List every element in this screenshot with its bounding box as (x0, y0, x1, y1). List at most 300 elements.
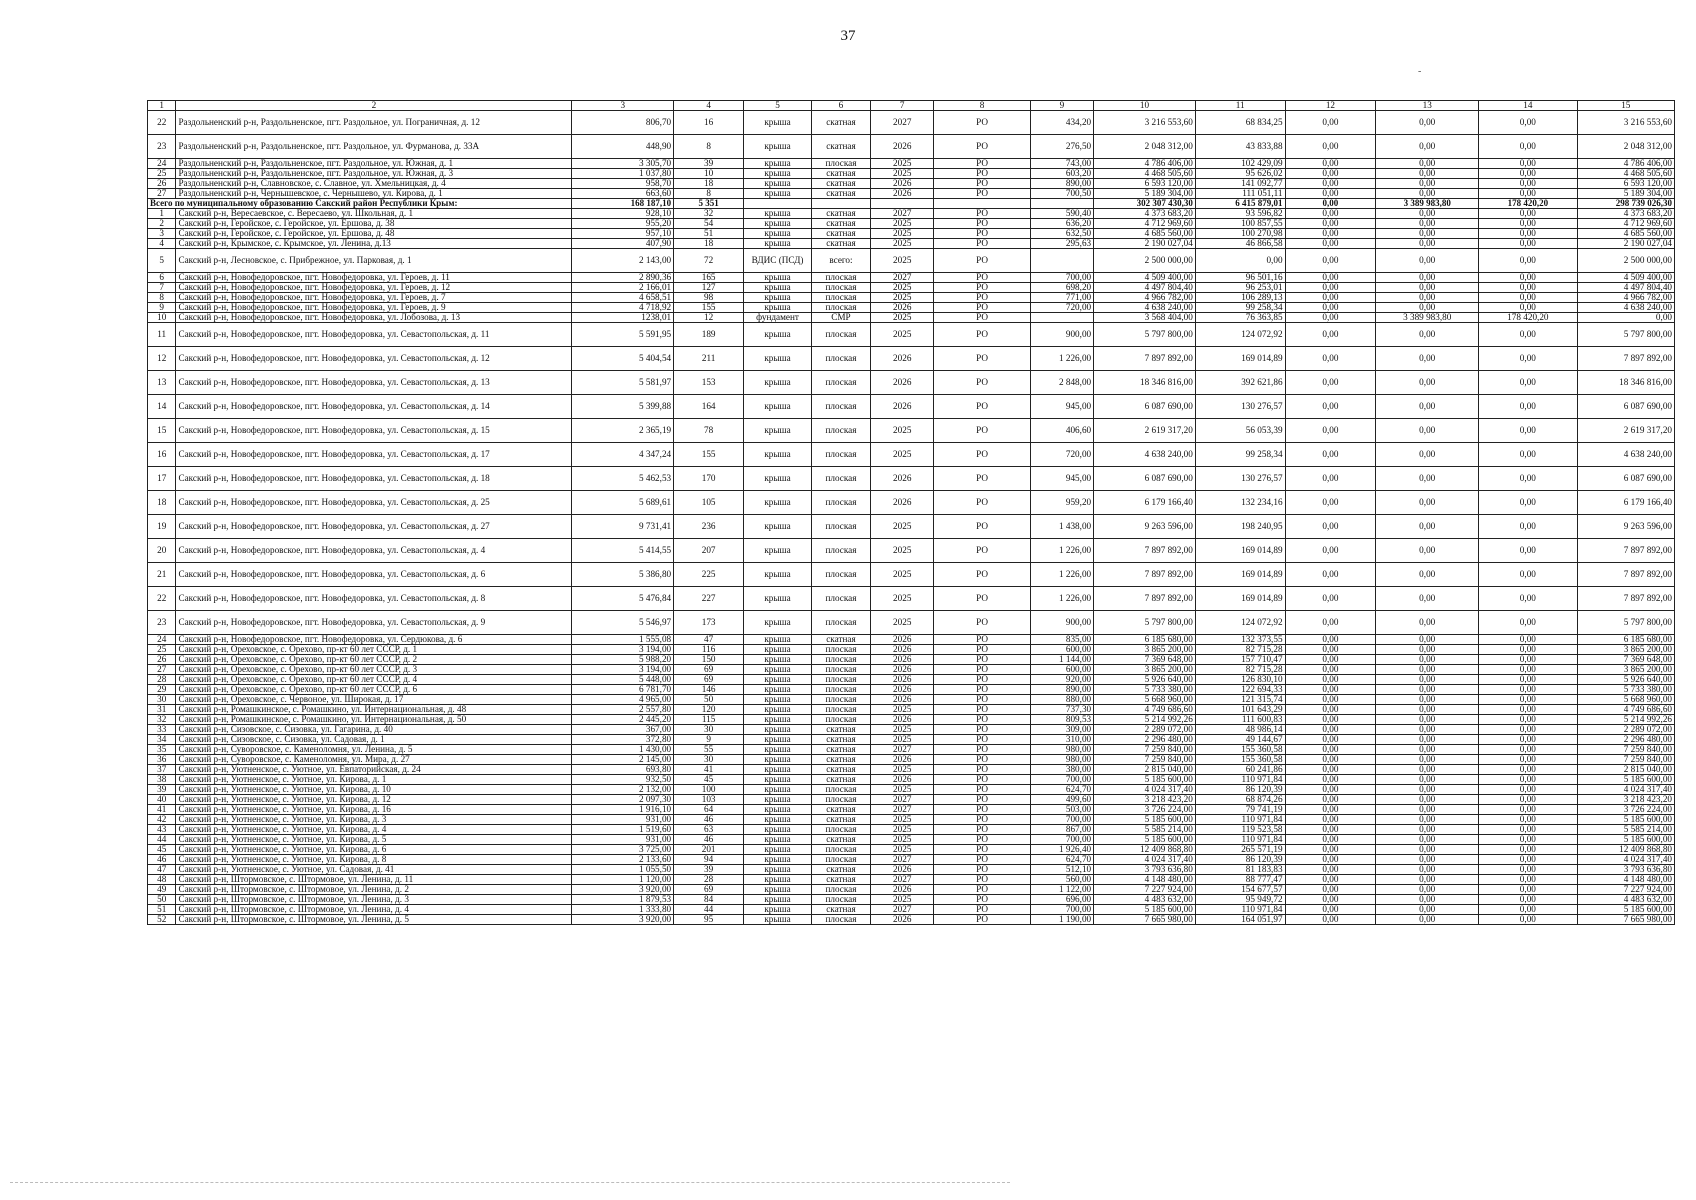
table-cell: 22 (148, 587, 176, 611)
address-cell: Сакский р-н, Ореховское, с. Орехово, пр-кт 60 лет СССР, д. 1 (176, 645, 572, 655)
table-cell: 0,00 (1285, 645, 1376, 655)
table-cell: 1 916,10 (572, 805, 674, 815)
table-cell: плоская (811, 467, 870, 491)
table-cell: РО (934, 855, 1030, 865)
table-cell: 931,00 (572, 815, 674, 825)
table-row (148, 815, 1675, 825)
table-row (148, 273, 1675, 283)
table-cell: плоская (811, 371, 870, 395)
table-cell: 95 949,72 (1195, 895, 1285, 905)
table-cell: 5 668 960,00 (1094, 695, 1196, 705)
table-cell: РО (934, 755, 1030, 765)
total-cell (811, 199, 870, 209)
table-cell: 0,00 (1376, 611, 1479, 635)
table-cell: 3 793 636,80 (1577, 865, 1674, 875)
table-cell: 0,00 (1376, 885, 1479, 895)
header-col-12: 12 (1285, 101, 1376, 111)
table-cell: 9 731,41 (572, 515, 674, 539)
address-cell: Сакский р-н, Уютненское, с. Уютное, ул. Евпаторийская, д. 24 (176, 765, 572, 775)
table-cell: РО (934, 159, 1030, 169)
table-cell: 0,00 (1376, 135, 1479, 159)
table-cell: 21 (148, 563, 176, 587)
table-cell: 40 (148, 795, 176, 805)
table-cell: 55 (674, 745, 744, 755)
table-cell: РО (934, 249, 1030, 273)
table-cell: 126 830,10 (1195, 675, 1285, 685)
table-cell: 0,00 (1376, 539, 1479, 563)
table-cell: РО (934, 665, 1030, 675)
table-cell: 0,00 (1479, 875, 1577, 885)
table-cell: крыша (744, 815, 812, 825)
address-cell: Сакский р-н, Суворовское, с. Каменоломня, ул. Мира, д. 27 (176, 755, 572, 765)
table-cell: 0,00 (1285, 825, 1376, 835)
table-cell: 236 (674, 515, 744, 539)
table-cell: 0,00 (1285, 219, 1376, 229)
table-cell: 132 373,55 (1195, 635, 1285, 645)
table-cell: крыша (744, 655, 812, 665)
table-row (148, 323, 1675, 347)
table-cell: РО (934, 675, 1030, 685)
table-cell: 22 (148, 111, 176, 135)
table-cell: 5 185 600,00 (1094, 905, 1196, 915)
table-row (148, 645, 1675, 655)
table-cell: крыша (744, 735, 812, 745)
header-row (148, 101, 1675, 111)
address-cell: Сакский р-н, Уютненское, с. Уютное, ул. Кирова, д. 6 (176, 845, 572, 855)
table-cell: 0,00 (1285, 795, 1376, 805)
table-cell: 276,50 (1030, 135, 1093, 159)
table-cell: 4 638 240,00 (1094, 443, 1196, 467)
table-cell: 959,20 (1030, 491, 1093, 515)
table-cell: плоская (811, 855, 870, 865)
table-cell: 0,00 (1376, 303, 1479, 313)
address-cell: Сакский р-н, Новофедоровское, пгт. Новофедоровка, ул. Героев, д. 7 (176, 293, 572, 303)
table-cell: 900,00 (1030, 323, 1093, 347)
table-cell: 1 122,00 (1030, 885, 1093, 895)
table-cell: плоская (811, 347, 870, 371)
table-cell: 44 (148, 835, 176, 845)
table-cell: 46 866,58 (1195, 239, 1285, 249)
header-col-14: 14 (1479, 101, 1577, 111)
table-cell: 32 (148, 715, 176, 725)
table-cell: 2027 (871, 111, 934, 135)
table-cell: 2026 (871, 635, 934, 645)
table-cell: крыша (744, 587, 812, 611)
table-cell: скатная (811, 815, 870, 825)
table-cell: 5 689,61 (572, 491, 674, 515)
table-cell: 0,00 (1479, 775, 1577, 785)
table-cell: скатная (811, 111, 870, 135)
table-cell: 82 715,28 (1195, 645, 1285, 655)
table-cell: 2 815 040,00 (1577, 765, 1674, 775)
table-cell: 2025 (871, 419, 934, 443)
table-cell: скатная (811, 169, 870, 179)
address-cell: Сакский р-н, Новофедоровское, пгт. Новофедоровка, ул. Севастопольская, д. 11 (176, 323, 572, 347)
table-cell: 2025 (871, 283, 934, 293)
table-cell: РО (934, 539, 1030, 563)
table-cell: 6 185 680,00 (1094, 635, 1196, 645)
table-cell: 16 (674, 111, 744, 135)
table-cell: 1 519,60 (572, 825, 674, 835)
table-cell: скатная (811, 755, 870, 765)
table-cell: 5 185 600,00 (1577, 835, 1674, 845)
header-col-4: 4 (674, 101, 744, 111)
table-cell: 1 226,00 (1030, 539, 1093, 563)
table-cell: 201 (674, 845, 744, 855)
table-cell: 51 (674, 229, 744, 239)
table-cell: 367,00 (572, 725, 674, 735)
table-cell: 88 777,47 (1195, 875, 1285, 885)
table-cell: 169 014,89 (1195, 539, 1285, 563)
table-cell: 7 369 648,00 (1094, 655, 1196, 665)
total-cell (871, 199, 934, 209)
table-cell: крыша (744, 765, 812, 775)
table-cell: 6 087 690,00 (1094, 395, 1196, 419)
table-cell: 0,00 (1376, 209, 1479, 219)
table-cell: 0,00 (1479, 845, 1577, 855)
repair-program-table (147, 100, 1675, 925)
table-cell: скатная (811, 765, 870, 775)
table-cell: 0,00 (1376, 219, 1479, 229)
table-cell: крыша (744, 775, 812, 785)
table-cell: крыша (744, 705, 812, 715)
table-cell: 0,00 (1376, 895, 1479, 905)
table-cell: 890,00 (1030, 685, 1093, 695)
address-cell: Сакский р-н, Лесновское, с. Прибрежное, ул. Парковая, д. 1 (176, 249, 572, 273)
table-cell: крыша (744, 795, 812, 805)
total-cell (934, 199, 1030, 209)
table-cell: 4 148 480,00 (1577, 875, 1674, 885)
table-cell: 18 (674, 239, 744, 249)
table-cell: 2 190 027,04 (1094, 239, 1196, 249)
table-cell: 2025 (871, 725, 934, 735)
address-cell: Сакский р-н, Ореховское, с. Орехово, пр-кт 60 лет СССР, д. 3 (176, 665, 572, 675)
table-cell: 46 (674, 835, 744, 845)
table-cell: фундамент (744, 313, 812, 323)
table-row (148, 219, 1675, 229)
table-cell: 13 (148, 371, 176, 395)
table-cell: 0,00 (1376, 815, 1479, 825)
table-cell: 809,53 (1030, 715, 1093, 725)
table-cell: 9 (674, 735, 744, 745)
table-cell: 0,00 (1479, 587, 1577, 611)
table-cell: 72 (674, 249, 744, 273)
table-cell: 2 890,36 (572, 273, 674, 283)
table-cell: 2025 (871, 895, 934, 905)
table-cell: 7 897 892,00 (1094, 347, 1196, 371)
table-cell: 81 183,83 (1195, 865, 1285, 875)
table-cell: крыша (744, 169, 812, 179)
table-cell: крыша (744, 905, 812, 915)
table-row (148, 755, 1675, 765)
table-cell: РО (934, 135, 1030, 159)
table-cell: 4 965,00 (572, 695, 674, 705)
table-cell: 48 (148, 875, 176, 885)
table-cell: скатная (811, 905, 870, 915)
table-cell: 0,00 (1376, 491, 1479, 515)
table-cell: 78 (674, 419, 744, 443)
table-cell: крыша (744, 635, 812, 645)
table-cell: 69 (674, 675, 744, 685)
table-cell: 4 373 683,20 (1577, 209, 1674, 219)
table-cell: плоская (811, 795, 870, 805)
table-cell: 700,00 (1030, 815, 1093, 825)
table-cell: РО (934, 219, 1030, 229)
table-cell: РО (934, 395, 1030, 419)
table-cell: 7 259 840,00 (1094, 755, 1196, 765)
table-cell: 0,00 (1479, 159, 1577, 169)
address-cell: Сакский р-н, Уютненское, с. Уютное, ул. Кирова, д. 3 (176, 815, 572, 825)
table-cell: 178 420,20 (1479, 313, 1577, 323)
table-cell: 0,00 (1285, 745, 1376, 755)
table-cell: 102 429,09 (1195, 159, 1285, 169)
table-cell: крыша (744, 419, 812, 443)
table-cell: крыша (744, 395, 812, 419)
table-cell: 3 793 636,80 (1094, 865, 1196, 875)
table-cell: 0,00 (1376, 835, 1479, 845)
table-cell: 7 897 892,00 (1577, 587, 1674, 611)
table-cell: 0,00 (1376, 239, 1479, 249)
table-cell: РО (934, 645, 1030, 655)
table-cell: 4 497 804,40 (1577, 283, 1674, 293)
table-cell: 0,00 (1577, 313, 1674, 323)
table-cell: крыша (744, 785, 812, 795)
table-row (148, 111, 1675, 135)
table-cell: РО (934, 705, 1030, 715)
table-cell: 0,00 (1479, 169, 1577, 179)
table-row (148, 765, 1675, 775)
address-cell: Сакский р-н, Уютненское, с. Уютное, ул. Кирова, д. 1 (176, 775, 572, 785)
table-cell: 84 (674, 895, 744, 905)
address-cell: Сакский р-н, Ореховское, с. Орехово, пр-кт 60 лет СССР, д. 4 (176, 675, 572, 685)
table-row (148, 169, 1675, 179)
table-cell: 2 166,01 (572, 283, 674, 293)
table-cell: 0,00 (1479, 249, 1577, 273)
table-cell: 0,00 (1285, 905, 1376, 915)
table-cell: 2025 (871, 587, 934, 611)
address-cell: Сакский р-н, Уютненское, с. Уютное, ул. Кирова, д. 12 (176, 795, 572, 805)
table-cell: 3 865 200,00 (1577, 665, 1674, 675)
table-cell: 26 (148, 179, 176, 189)
scan-mark: ‑ (1418, 66, 1422, 77)
table-cell: 8 (674, 135, 744, 159)
table-cell: ВДИС (ПСД) (744, 249, 812, 273)
table-cell: 2026 (871, 645, 934, 655)
table-cell: 0,00 (1285, 735, 1376, 745)
table-cell: 6 179 166,40 (1094, 491, 1196, 515)
table-cell: 141 092,77 (1195, 179, 1285, 189)
table-cell: 103 (674, 795, 744, 805)
table-row (148, 675, 1675, 685)
table-row (148, 735, 1675, 745)
table-row (148, 885, 1675, 895)
table-cell: 14 (148, 395, 176, 419)
table-cell: 0,00 (1285, 303, 1376, 313)
table-cell: 900,00 (1030, 611, 1093, 635)
table-cell: 392 621,86 (1195, 371, 1285, 395)
table-cell: 0,00 (1479, 209, 1577, 219)
table-cell: 68 834,25 (1195, 111, 1285, 135)
table-cell: 4 718,92 (572, 303, 674, 313)
table-cell: крыша (744, 665, 812, 675)
table-cell: 4 024 317,40 (1094, 855, 1196, 865)
table-cell: плоская (811, 395, 870, 419)
table-cell: 15 (148, 419, 176, 443)
table-cell: крыша (744, 755, 812, 765)
table-cell: 2026 (871, 675, 934, 685)
table-cell: 448,90 (572, 135, 674, 159)
table-cell: РО (934, 785, 1030, 795)
header-col-9: 9 (1030, 101, 1093, 111)
total-cell: 178 420,20 (1479, 199, 1577, 209)
table-cell: 0,00 (1479, 835, 1577, 845)
table-cell: 12 409 868,80 (1094, 845, 1196, 855)
table-cell: 3 218 423,20 (1577, 795, 1674, 805)
address-cell: Раздольненский р-н, Раздольненское, пгт. Раздольное, ул. Южная, д. 3 (176, 169, 572, 179)
table-cell: крыша (744, 443, 812, 467)
table-cell: 920,00 (1030, 675, 1093, 685)
address-cell: Сакский р-н, Новофедоровское, пгт. Новофедоровка, ул. Севастопольская, д. 18 (176, 467, 572, 491)
table-cell: 0,00 (1479, 229, 1577, 239)
table-cell: 99 258,34 (1195, 443, 1285, 467)
table-cell: 2025 (871, 443, 934, 467)
table-cell: 3 726 224,00 (1094, 805, 1196, 815)
table-cell: 110 971,84 (1195, 815, 1285, 825)
table-cell: 0,00 (1479, 755, 1577, 765)
table-cell: РО (934, 775, 1030, 785)
table-cell: 45 (148, 845, 176, 855)
table-cell: РО (934, 635, 1030, 645)
table-cell: крыша (744, 885, 812, 895)
table-cell: 51 (148, 905, 176, 915)
address-cell: Раздольненский р-н, Раздольненское, пгт. Раздольное, ул. Пограничная, д. 12 (176, 111, 572, 135)
address-cell: Сакский р-н, Новофедоровское, пгт. Новофедоровка, ул. Севастопольская, д. 12 (176, 347, 572, 371)
table-cell: 5 (148, 249, 176, 273)
table-cell: 47 (148, 865, 176, 875)
table-cell: крыша (744, 563, 812, 587)
table-cell: 0,00 (1285, 665, 1376, 675)
table-cell: 0,00 (1376, 755, 1479, 765)
table-cell: крыша (744, 209, 812, 219)
table-cell: 2027 (871, 855, 934, 865)
table-cell: 2027 (871, 805, 934, 815)
table-cell: 2 190 027,04 (1577, 239, 1674, 249)
table-cell: РО (934, 805, 1030, 815)
table-cell: 1 037,80 (572, 169, 674, 179)
table-cell: 0,00 (1285, 715, 1376, 725)
table-cell: 3 216 553,60 (1577, 111, 1674, 135)
table-cell: 3 194,00 (572, 645, 674, 655)
table-cell: 603,20 (1030, 169, 1093, 179)
address-cell: Сакский р-н, Сизовское, с. Сизовка, ул. Садовая, д. 1 (176, 735, 572, 745)
table-cell: 23 (148, 611, 176, 635)
address-cell: Сакский р-н, Новофедоровское, пгт. Новофедоровка, ул. Севастопольская, д. 14 (176, 395, 572, 419)
table-cell: 227 (674, 587, 744, 611)
table-cell: 5 546,97 (572, 611, 674, 635)
table-cell: 4 024 317,40 (1577, 785, 1674, 795)
table-cell: 4 373 683,20 (1094, 209, 1196, 219)
table-cell: плоская (811, 303, 870, 313)
table-cell: 43 (148, 825, 176, 835)
table-cell: 0,00 (1376, 695, 1479, 705)
table-cell: РО (934, 685, 1030, 695)
table-cell: 130 276,57 (1195, 467, 1285, 491)
table-cell: 0,00 (1479, 765, 1577, 775)
table-cell: 0,00 (1376, 169, 1479, 179)
table-cell: 2027 (871, 795, 934, 805)
table-cell: скатная (811, 209, 870, 219)
table-cell: крыша (744, 303, 812, 313)
table-cell: 41 (674, 765, 744, 775)
table-cell: 0,00 (1479, 189, 1577, 199)
table-cell: 771,00 (1030, 293, 1093, 303)
table-cell: 0,00 (1479, 675, 1577, 685)
table-cell: 96 253,01 (1195, 283, 1285, 293)
table-cell: 499,60 (1030, 795, 1093, 805)
address-cell: Сакский р-н, Суворовское, с. Каменоломня, ул. Ленина, д. 5 (176, 745, 572, 755)
table-cell: 0,00 (1479, 695, 1577, 705)
table-cell: крыша (744, 273, 812, 283)
table-cell: РО (934, 179, 1030, 189)
table-cell: 6 087 690,00 (1577, 395, 1674, 419)
table-row (148, 303, 1675, 313)
table-cell: 2026 (871, 695, 934, 705)
table-cell: 4 685 560,00 (1094, 229, 1196, 239)
table-cell: 4 024 317,40 (1577, 855, 1674, 865)
table-row (148, 347, 1675, 371)
table-cell: 0,00 (1285, 283, 1376, 293)
table-cell: 39 (674, 159, 744, 169)
address-cell: Раздольненский р-н, Раздольненское, пгт. Раздольное, ул. Фурманова, д. 33А (176, 135, 572, 159)
table-cell: 6 087 690,00 (1577, 467, 1674, 491)
address-cell: Сакский р-н, Новофедоровское, пгт. Новофедоровка, ул. Героев, д. 12 (176, 283, 572, 293)
table-cell: 46 (674, 815, 744, 825)
table-cell: 44 (674, 905, 744, 915)
table-row (148, 855, 1675, 865)
address-cell: Сакский р-н, Новофедоровское, пгт. Новофедоровка, ул. Севастопольская, д. 9 (176, 611, 572, 635)
table-row (148, 875, 1675, 885)
table-cell: 54 (674, 219, 744, 229)
table-cell: крыша (744, 611, 812, 635)
table-cell: 0,00 (1479, 179, 1577, 189)
table-cell: РО (934, 313, 1030, 323)
table-row (148, 189, 1675, 199)
table-cell: 4 483 632,00 (1577, 895, 1674, 905)
table-cell: РО (934, 695, 1030, 705)
table-cell: 4 749 686,60 (1094, 705, 1196, 715)
scan-edge-line (10, 1182, 1010, 1183)
table-cell: 25 (148, 645, 176, 655)
table-cell: 2025 (871, 313, 934, 323)
table-cell: 4 497 804,40 (1094, 283, 1196, 293)
table-cell: 5 185 600,00 (1577, 815, 1674, 825)
table-cell: 980,00 (1030, 745, 1093, 755)
table-row (148, 239, 1675, 249)
table-cell: 700,00 (1030, 273, 1093, 283)
table-cell: 1 226,00 (1030, 563, 1093, 587)
address-cell: Раздольненский р-н, Славновское, с. Славное, ул. Хмельницкая, д. 4 (176, 179, 572, 189)
table-cell: 700,50 (1030, 189, 1093, 199)
table-cell: плоская (811, 283, 870, 293)
table-cell: 5 386,80 (572, 563, 674, 587)
table-cell: 12 409 868,80 (1577, 845, 1674, 855)
table-cell: 0,00 (1479, 239, 1577, 249)
table-cell: 110 971,84 (1195, 905, 1285, 915)
table-cell: 0,00 (1285, 725, 1376, 735)
address-cell: Сакский р-н, Новофедоровское, пгт. Новофедоровка, ул. Героев, д. 11 (176, 273, 572, 283)
table-cell: 0,00 (1285, 293, 1376, 303)
table-cell: 6 185 680,00 (1577, 635, 1674, 645)
